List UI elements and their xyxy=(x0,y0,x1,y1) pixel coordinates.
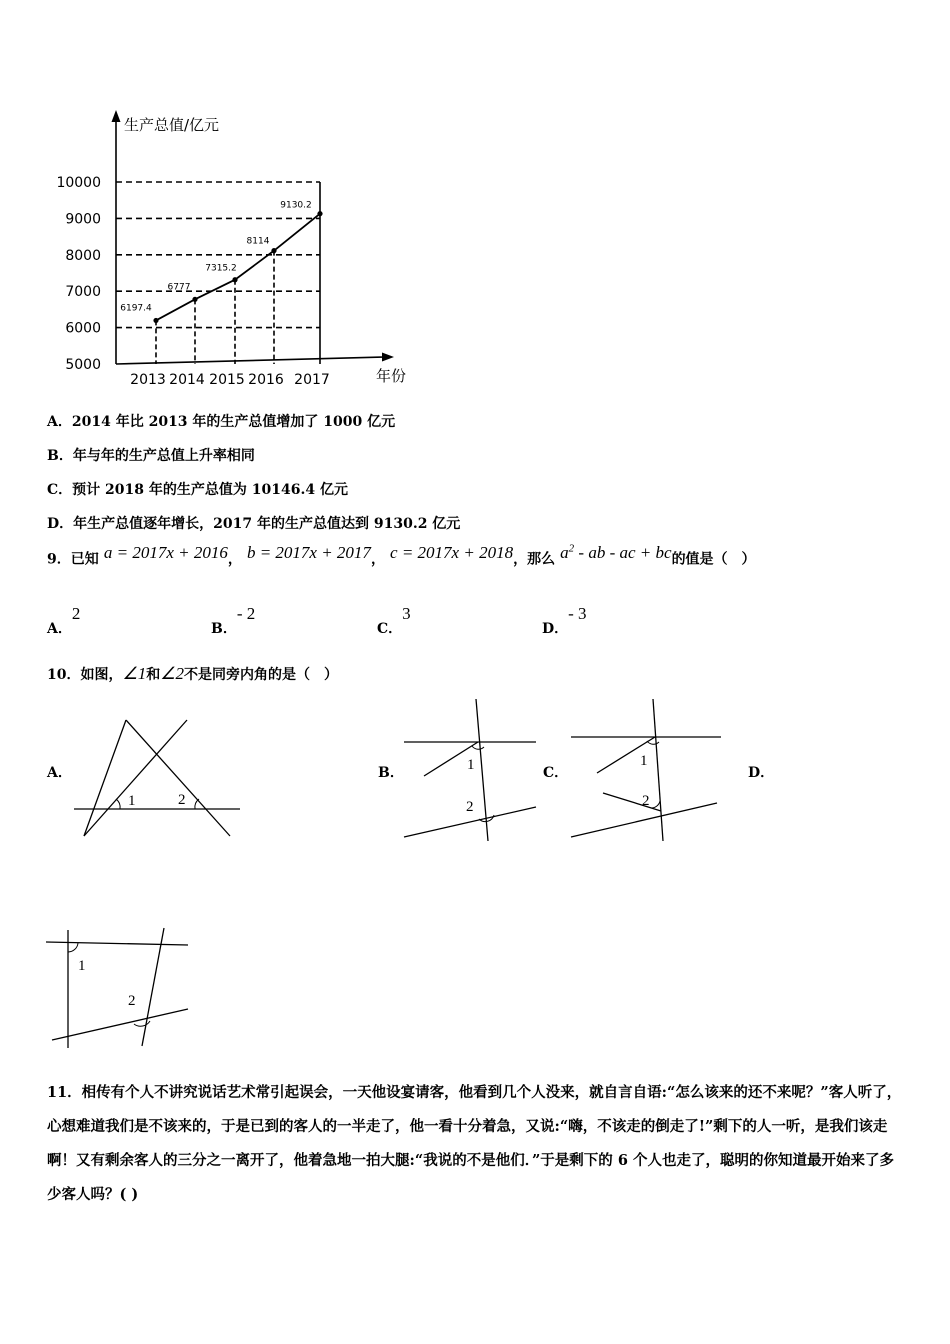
q10-figure-d[interactable] xyxy=(42,924,197,1054)
q9-eq-b: b = 2017x + 2017 xyxy=(246,542,371,562)
q9-tail: 的值是（ ） xyxy=(671,551,756,568)
q9-expression xyxy=(560,543,671,562)
x-tick-label: 2016 xyxy=(248,372,284,388)
data-point xyxy=(317,211,322,216)
q10-stem xyxy=(47,664,338,684)
q9-option-d[interactable] xyxy=(542,604,587,637)
q10-angle1: ∠1 xyxy=(122,664,147,683)
angle-label-1: 1 xyxy=(640,753,648,769)
q9-eq-a: a = 2017x + 2016 xyxy=(103,542,228,562)
q10-option-a-letter[interactable]: A． xyxy=(47,765,72,781)
x-axis-label: 年份 xyxy=(376,367,407,385)
q10-figure-b[interactable] xyxy=(400,695,545,845)
q10-figure-c[interactable] xyxy=(567,695,727,845)
y-tick-label: 5000 xyxy=(65,357,101,373)
data-label: 6197.4 xyxy=(120,303,152,314)
option-letter: D． xyxy=(47,516,74,532)
option-value: - 2 xyxy=(236,604,256,623)
angle-label-1: 1 xyxy=(78,958,86,974)
q9-option-a[interactable] xyxy=(47,604,81,637)
angle-label-1: 1 xyxy=(467,757,475,773)
angle-label-2: 2 xyxy=(466,799,474,815)
x-tick-label: 2017 xyxy=(294,372,330,388)
q9-option-c[interactable] xyxy=(377,604,411,637)
data-label: 8114 xyxy=(246,236,270,247)
option-value: - 3 xyxy=(568,604,587,623)
y-tick-label: 9000 xyxy=(65,211,101,228)
q9-option-b[interactable] xyxy=(211,604,256,637)
option-value: 3 xyxy=(402,604,411,623)
q10-option-b-letter[interactable]: B． xyxy=(378,765,404,781)
expr-exponent: 2 xyxy=(568,542,575,554)
option-letter: C． xyxy=(377,621,403,637)
q9-sep: ， xyxy=(227,551,242,568)
data-label: 6777 xyxy=(167,282,191,293)
q10-mid: 和 xyxy=(146,667,161,683)
option-text: 预计 2018 年的生产总值为 10146.4 亿元 xyxy=(72,482,348,498)
angle-label-2: 2 xyxy=(128,993,136,1009)
data-point xyxy=(232,277,237,282)
x-tick-label: 2014 xyxy=(169,372,205,388)
data-point xyxy=(271,248,276,253)
q10-option-d-letter[interactable]: D． xyxy=(748,765,775,781)
y-tick-label: 7000 xyxy=(65,284,101,301)
option-text: 年生产总值逐年增长，2017 年的生产总值达到 9130.2 亿元 xyxy=(73,516,461,532)
q10-angle2: ∠2 xyxy=(160,664,184,683)
expr-base: a xyxy=(560,542,569,562)
q9-sep: ， xyxy=(370,551,385,568)
q9-options xyxy=(47,604,747,637)
data-point xyxy=(192,297,197,302)
q11-text: 11．相传有个人不讲究说话艺术常引起误会，一天他设宴请客，他看到几个人没来，就自言自语:“怎么该来的还不来呢？”客人听了，心想难道我们是不该来的，于是已到的客人的一半走了，他一看十分着急，又说:“嗨，不该走的倒走了!”剩下的人一听，是我们该走啊！又有剩余客人的三分之一离开了，他着急地一拍大腿:“我说的不是他们．”于是剩下的 6 个人也走了，聪明的你知道最开始来了多少客人吗？( ) xyxy=(47,1084,902,1203)
option-letter: D． xyxy=(542,621,569,637)
angle-label-1: 1 xyxy=(128,793,136,809)
q10-option-c-letter[interactable]: C． xyxy=(543,765,569,781)
data-label: 9130.2 xyxy=(280,200,312,211)
x-tick-label: 2013 xyxy=(130,372,166,388)
q8-option-b[interactable] xyxy=(47,445,255,465)
data-point xyxy=(153,318,158,323)
q9-number: 9．已知 xyxy=(47,551,99,568)
q8-option-d[interactable] xyxy=(47,513,460,533)
q10-figure-a[interactable] xyxy=(70,712,250,842)
option-value: 2 xyxy=(71,604,81,623)
q8-option-c[interactable] xyxy=(47,479,348,499)
option-letter: A． xyxy=(47,621,72,637)
y-tick-label: 6000 xyxy=(65,320,101,337)
option-letter: A． xyxy=(47,414,72,430)
y-tick-label: 10000 xyxy=(56,175,101,191)
option-text: 年与年的生产总值上升率相同 xyxy=(72,448,255,464)
q9-eq-c: c = 2017x + 2018 xyxy=(390,542,514,562)
data-label: 7315.2 xyxy=(205,263,237,274)
x-tick-label: 2015 xyxy=(209,372,245,388)
gdp-line-chart xyxy=(0,0,430,400)
option-text: 2014 年比 2013 年的生产总值增加了 1000 亿元 xyxy=(71,414,396,430)
option-letter: B． xyxy=(47,448,73,464)
expr-rest: - ab - ac + bc xyxy=(574,542,672,562)
q9-then: ，那么 xyxy=(513,551,556,568)
q8-option-a[interactable] xyxy=(47,411,395,431)
series-line xyxy=(156,214,320,321)
y-axis-label: 生产总值/亿元 xyxy=(124,116,220,134)
y-tick-label: 8000 xyxy=(65,247,101,264)
q10-prefix: 10．如图， xyxy=(47,667,123,683)
angle-label-2: 2 xyxy=(178,792,186,808)
q9-stem xyxy=(47,542,756,569)
option-letter: B． xyxy=(211,621,237,637)
angle-label-2: 2 xyxy=(642,793,650,809)
q10-suffix: 不是同旁内角的是（ ） xyxy=(183,667,338,683)
option-letter: C． xyxy=(47,482,73,498)
